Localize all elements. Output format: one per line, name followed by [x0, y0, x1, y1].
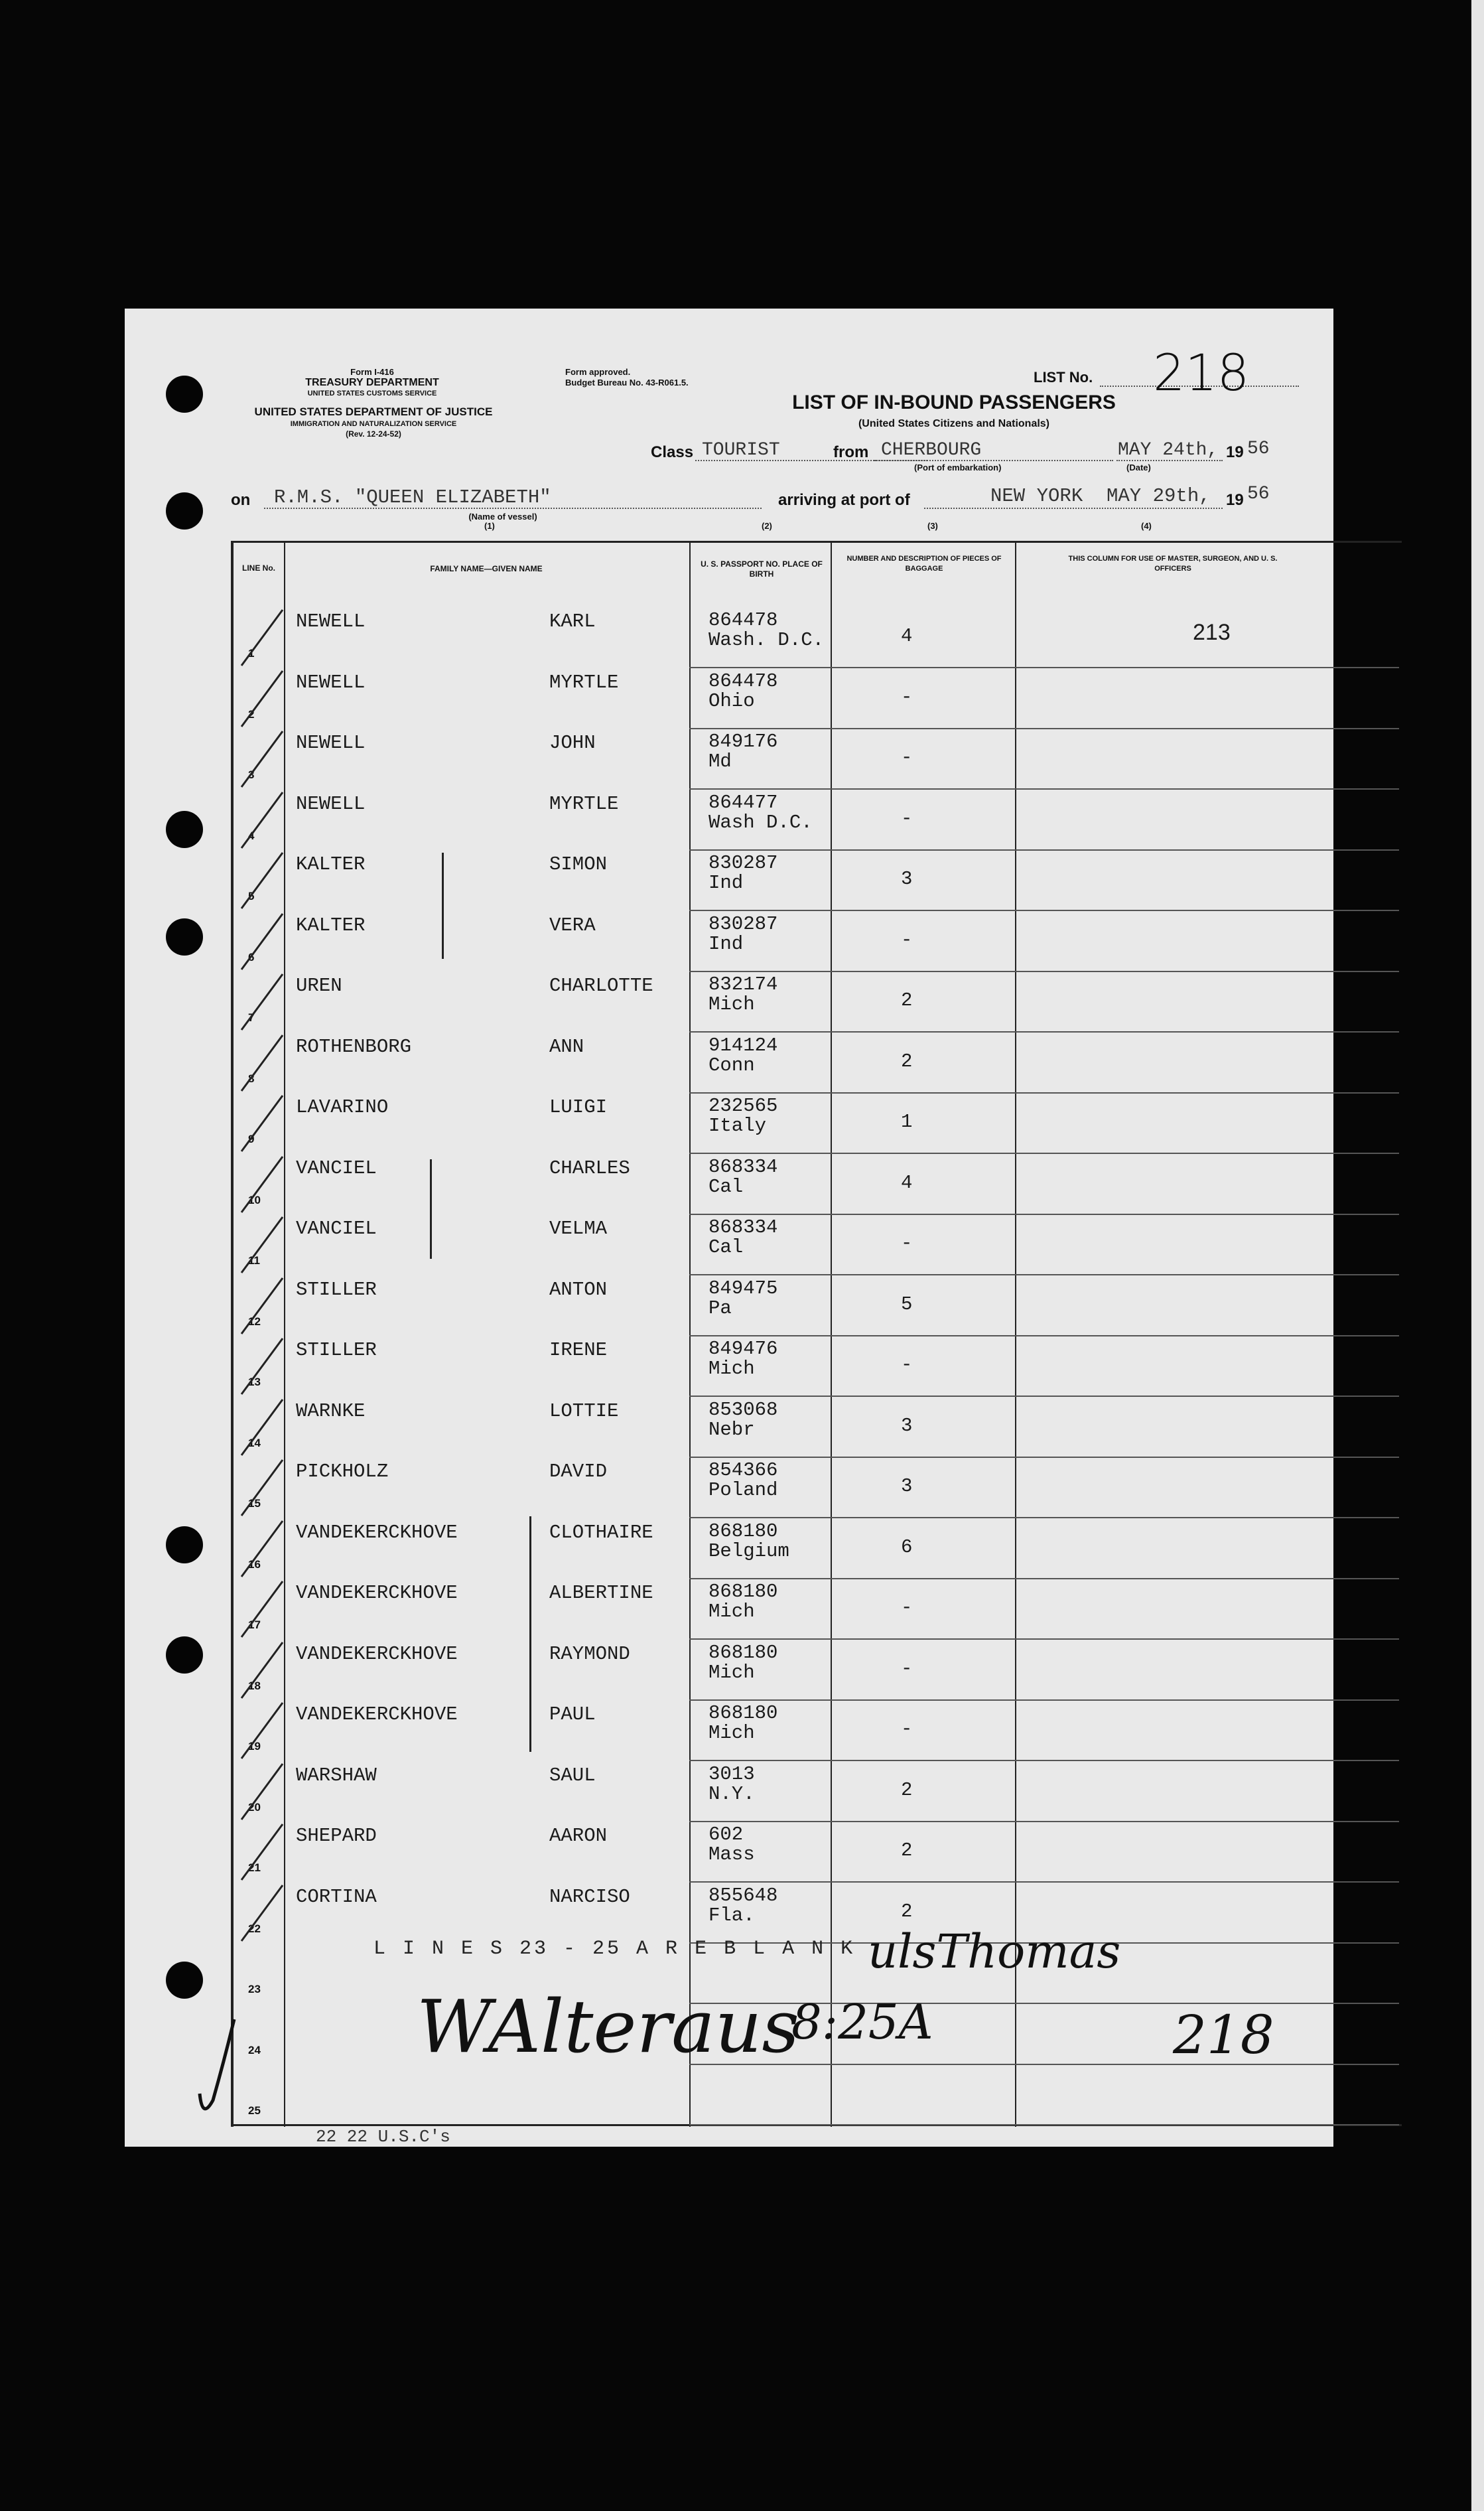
table-row	[125, 1640, 1333, 1701]
family-bracket	[442, 853, 444, 959]
table-row	[125, 729, 1333, 790]
place-of-birth: Cal	[708, 1176, 744, 1198]
given-name: VELMA	[549, 1218, 608, 1240]
line-number: 6	[248, 951, 255, 964]
family-name: NEWELL	[296, 672, 366, 693]
vessel-name: R.M.S. "QUEEN ELIZABETH"	[274, 486, 551, 508]
check-tick-icon	[236, 1697, 296, 1764]
baggage-count: 4	[901, 1172, 913, 1194]
check-tick-icon	[236, 1030, 296, 1096]
line-number: 9	[248, 1133, 255, 1145]
family-name: VANDEKERCKHOVE	[296, 1522, 458, 1543]
document-page	[125, 309, 1333, 2147]
line-number: 25	[248, 2104, 261, 2117]
baggage-count: 2	[901, 1050, 913, 1072]
baggage-count: 2	[901, 1779, 913, 1801]
given-name: RAYMOND	[549, 1643, 630, 1665]
passport-number: 849476	[708, 1338, 778, 1360]
given-name: SIMON	[549, 853, 608, 875]
place-of-birth: Poland	[708, 1479, 778, 1501]
place-of-birth: Mich	[708, 1601, 755, 1622]
place-of-birth: Wash D.C.	[708, 812, 813, 833]
given-name: CHARLOTTE	[549, 975, 653, 997]
row-rule	[689, 2124, 1399, 2125]
arrival-port: NEW YORK	[990, 485, 1083, 507]
check-tick-icon	[236, 1333, 296, 1399]
check-tick-icon	[236, 847, 296, 914]
given-name: KARL	[549, 610, 596, 632]
line-number: 23	[248, 1983, 261, 1995]
line-number: 22	[248, 1922, 261, 1935]
inspector-signature: ulsThomas	[868, 1924, 1121, 1979]
given-name: ANTON	[549, 1279, 608, 1301]
family-name: UREN	[296, 975, 342, 997]
baggage-count: 3	[901, 1475, 913, 1497]
check-tick-icon	[236, 1880, 296, 1946]
col-caption-1: (1)	[484, 521, 495, 531]
col-caption-4: (4)	[1141, 521, 1152, 531]
table-row	[125, 2064, 1333, 2125]
check-tick-icon	[236, 1455, 296, 1521]
check-tick-icon	[236, 726, 296, 792]
passport-number: 830287	[708, 913, 778, 935]
check-tick-icon	[236, 1394, 296, 1461]
year-prefix: 19	[1226, 443, 1244, 461]
year-prefix-2: 19	[1226, 491, 1244, 509]
table-row	[125, 1397, 1333, 1458]
table-row	[125, 1093, 1333, 1154]
table-row	[125, 1761, 1333, 1822]
baggage-count: -	[901, 686, 913, 708]
place-of-birth: Italy	[708, 1115, 767, 1137]
departure-year: 56	[1247, 439, 1270, 459]
table-row	[125, 1154, 1333, 1215]
baggage-count: 1	[901, 1111, 913, 1133]
check-tick-icon	[236, 1819, 296, 1885]
family-name: LAVARINO	[296, 1096, 389, 1118]
arriving-label: arriving at port of	[778, 491, 910, 509]
baggage-count: -	[901, 1597, 913, 1618]
place-of-birth: Fla.	[708, 1904, 755, 1926]
check-tick-icon	[236, 605, 296, 671]
table-row	[125, 1336, 1333, 1397]
family-name: STILLER	[296, 1279, 377, 1301]
signature-time: 8:25A	[791, 1994, 933, 2050]
vessel-caption: (Name of vessel)	[468, 512, 537, 522]
passport-number: 853068	[708, 1399, 778, 1421]
family-name: NEWELL	[296, 732, 366, 754]
family-name: ROTHENBORG	[296, 1036, 412, 1058]
line-number: 11	[248, 1254, 260, 1267]
passport-number: 864477	[708, 792, 778, 814]
line-number: 2	[248, 708, 255, 721]
table-row	[125, 1822, 1333, 1883]
col-caption-3: (3)	[927, 521, 938, 531]
table-row	[125, 850, 1333, 911]
line-number: 12	[248, 1315, 261, 1328]
place-of-birth: Ind	[708, 933, 744, 955]
table-row	[125, 1579, 1333, 1640]
port-of-embarkation: CHERBOURG	[881, 440, 982, 461]
check-tick-icon	[236, 1576, 296, 1642]
baggage-count: 2	[901, 1901, 913, 1922]
col-header-line-no: LINE No.	[242, 563, 275, 573]
family-name: PICKHOLZ	[296, 1461, 389, 1482]
officer-note: 213	[1193, 620, 1231, 645]
baggage-count: 4	[901, 625, 913, 647]
family-name: VANDEKERCKHOVE	[296, 1643, 458, 1665]
passport-number: 914124	[708, 1035, 778, 1056]
col-header-baggage: NUMBER AND DESCRIPTION OF PIECES OF BAGGAGE	[846, 555, 1002, 573]
punch-hole	[166, 492, 203, 530]
blank-lines-notice: L I N E S 23 - 25 A R E B L A N K	[373, 1938, 856, 1960]
check-tick-icon	[236, 1758, 296, 1825]
baggage-count: 3	[901, 868, 913, 890]
arrival-year: 56	[1247, 484, 1270, 504]
passport-number: 832174	[708, 973, 778, 995]
place-of-birth: Mich	[708, 993, 755, 1015]
family-name: VANCIEL	[296, 1157, 377, 1179]
class-label: Class	[651, 443, 694, 461]
place-of-birth: N.Y.	[708, 1783, 755, 1805]
date-caption: (Date)	[1126, 463, 1151, 472]
check-tick-icon	[236, 666, 296, 732]
table-row	[125, 1033, 1333, 1094]
check-tick-icon	[236, 1516, 296, 1582]
line-number: 8	[248, 1072, 255, 1085]
check-tick-icon	[236, 1212, 296, 1278]
form-number: Form I-416	[350, 367, 394, 377]
family-name: WARNKE	[296, 1400, 366, 1422]
uscs-note: 22 22 U.S.C's	[316, 2127, 450, 2147]
baggage-count: -	[901, 929, 913, 951]
table-row	[125, 971, 1333, 1033]
baggage-count: -	[901, 808, 913, 829]
line-number: 3	[248, 768, 255, 781]
given-name: AARON	[549, 1825, 608, 1847]
line-number: 17	[248, 1618, 261, 1631]
given-name: VERA	[549, 914, 596, 936]
family-name: NEWELL	[296, 793, 366, 815]
passport-number: 868334	[708, 1216, 778, 1238]
place-of-birth: Ohio	[708, 690, 755, 712]
departure-date: MAY 24th,	[1118, 440, 1219, 461]
check-tick-icon	[236, 1273, 296, 1339]
place-of-birth: Cal	[708, 1236, 744, 1258]
given-name: MYRTLE	[549, 793, 619, 815]
col-header-officers: THIS COLUMN FOR USE OF MASTER, SURGEON, AND U. S. OFFICERS	[1068, 555, 1278, 573]
baggage-count: -	[901, 1232, 913, 1254]
table-row	[125, 607, 1333, 668]
check-tick-icon	[236, 1151, 296, 1218]
on-label: on	[231, 491, 251, 509]
given-name: CHARLES	[549, 1157, 630, 1179]
line-number: 15	[248, 1497, 261, 1510]
class-value: TOURIST	[702, 440, 780, 461]
table-row	[125, 1518, 1333, 1579]
given-name: LUIGI	[549, 1096, 608, 1118]
family-name: WARSHAW	[296, 1764, 377, 1786]
place-of-birth: Md	[708, 751, 732, 772]
baggage-count: 2	[901, 1839, 913, 1861]
baggage-count: -	[901, 1658, 913, 1680]
list-no-handwritten: 218	[1153, 343, 1250, 402]
line-number: 18	[248, 1680, 261, 1692]
passport-number: 830287	[708, 852, 778, 874]
passport-number: 868334	[708, 1156, 778, 1178]
table-row	[125, 1275, 1333, 1336]
passport-number: 864478	[708, 609, 778, 631]
line-number: 21	[248, 1861, 261, 1874]
family-name: CORTINA	[296, 1886, 377, 1908]
place-of-birth: Pa	[708, 1297, 732, 1319]
baggage-count: 6	[901, 1536, 913, 1558]
given-name: ANN	[549, 1036, 584, 1058]
page-title: LIST OF IN-BOUND PASSENGERS	[792, 392, 1116, 413]
arrival-date: MAY 29th,	[1107, 485, 1211, 507]
line-number: 20	[248, 1801, 261, 1814]
family-bracket	[430, 1159, 432, 1259]
baggage-count: 2	[901, 989, 913, 1011]
family-name: KALTER	[296, 853, 366, 875]
ins-service: IMMIGRATION AND NATURALIZATION SERVICE	[290, 420, 457, 428]
table-row	[125, 790, 1333, 851]
check-tick-icon	[236, 1637, 296, 1703]
given-name: SAUL	[549, 1764, 596, 1786]
given-name: CLOTHAIRE	[549, 1522, 653, 1543]
line-number: 7	[248, 1011, 255, 1024]
list-number-mark: 218	[1173, 2004, 1274, 2066]
given-name: NARCISO	[549, 1886, 630, 1908]
line-number: 13	[248, 1376, 261, 1388]
passport-number: 868180	[708, 1581, 778, 1603]
check-mark-icon	[188, 2014, 241, 2127]
line-number: 5	[248, 890, 255, 902]
place-of-birth: Conn	[708, 1054, 755, 1076]
table-row	[125, 1700, 1333, 1761]
line-number: 4	[248, 829, 255, 842]
family-name: STILLER	[296, 1339, 377, 1361]
baggage-count: 3	[901, 1415, 913, 1437]
scan-edge	[1471, 0, 1484, 2511]
col-header-name: FAMILY NAME—GIVEN NAME	[430, 564, 543, 573]
line-number: 19	[248, 1740, 261, 1753]
table-row	[125, 668, 1333, 729]
line-number: 16	[248, 1558, 261, 1571]
baggage-count: 5	[901, 1293, 913, 1315]
given-name: JOHN	[549, 732, 596, 754]
place-of-birth: Mich	[708, 1358, 755, 1380]
given-name: MYRTLE	[549, 672, 619, 693]
family-name: NEWELL	[296, 610, 366, 632]
passport-number: 232565	[708, 1095, 778, 1117]
embarkation-caption: (Port of embarkation)	[914, 463, 1002, 472]
given-name: ALBERTINE	[549, 1582, 653, 1604]
place-of-birth: Mich	[708, 1662, 755, 1684]
baggage-count: -	[901, 1718, 913, 1740]
given-name: DAVID	[549, 1461, 608, 1482]
passport-number: 849176	[708, 731, 778, 753]
line-number: 24	[248, 2044, 261, 2056]
col-caption-2: (2)	[762, 521, 772, 531]
passport-number: 849475	[708, 1277, 778, 1299]
passport-number: 868180	[708, 1642, 778, 1664]
from-label: from	[833, 443, 869, 461]
passport-number: 3013	[708, 1763, 755, 1785]
place-of-birth: Wash. D.C.	[708, 629, 825, 651]
passport-number: 864478	[708, 670, 778, 692]
revision: (Rev. 12-24-52)	[346, 429, 401, 439]
page-subtitle: (United States Citizens and Nationals)	[858, 418, 1050, 429]
given-name: LOTTIE	[549, 1400, 619, 1422]
given-name: IRENE	[549, 1339, 608, 1361]
table-row	[125, 1457, 1333, 1518]
family-name: SHEPARD	[296, 1825, 377, 1847]
check-tick-icon	[236, 787, 296, 853]
passport-number: 868180	[708, 1702, 778, 1724]
passport-number: 602	[708, 1824, 744, 1845]
check-tick-icon	[236, 1090, 296, 1157]
given-name: PAUL	[549, 1703, 596, 1725]
treasury-dept: TREASURY DEPARTMENT	[305, 377, 439, 388]
family-name: VANDEKERCKHOVE	[296, 1703, 458, 1725]
table-row	[125, 1214, 1333, 1275]
check-tick-icon	[236, 969, 296, 1035]
punch-hole	[166, 376, 203, 413]
col-header-passport: U. S. PASSPORT NO. PLACE OF BIRTH	[701, 559, 823, 579]
table-top-rule	[231, 541, 1402, 543]
place-of-birth: Belgium	[708, 1540, 789, 1562]
table-row	[125, 1883, 1333, 1944]
budget-bureau: Budget Bureau No. 43-R061.5.	[565, 378, 689, 388]
check-tick-icon	[236, 908, 296, 975]
customs-service: UNITED STATES CUSTOMS SERVICE	[307, 390, 437, 397]
place-of-birth: Mich	[708, 1722, 755, 1744]
passport-number: 868180	[708, 1520, 778, 1542]
baggage-count: -	[901, 1354, 913, 1376]
family-name: VANCIEL	[296, 1218, 377, 1240]
justice-dept: UNITED STATES DEPARTMENT OF JUSTICE	[254, 405, 493, 418]
place-of-birth: Nebr	[708, 1419, 755, 1441]
form-approved: Form approved.	[565, 367, 631, 377]
list-no-label: LIST No.	[1034, 369, 1093, 386]
family-name: KALTER	[296, 914, 366, 936]
line-number: 10	[248, 1194, 261, 1206]
family-name: VANDEKERCKHOVE	[296, 1582, 458, 1604]
passport-number: 854366	[708, 1459, 778, 1481]
officer-signature: WAlteraus	[417, 1984, 799, 2069]
baggage-count: -	[901, 747, 913, 768]
place-of-birth: Ind	[708, 872, 744, 894]
line-number: 1	[248, 647, 255, 660]
passport-number: 855648	[708, 1885, 778, 1906]
table-row	[125, 911, 1333, 972]
family-bracket	[529, 1516, 531, 1752]
place-of-birth: Mass	[708, 1843, 755, 1865]
line-number: 14	[248, 1437, 261, 1449]
